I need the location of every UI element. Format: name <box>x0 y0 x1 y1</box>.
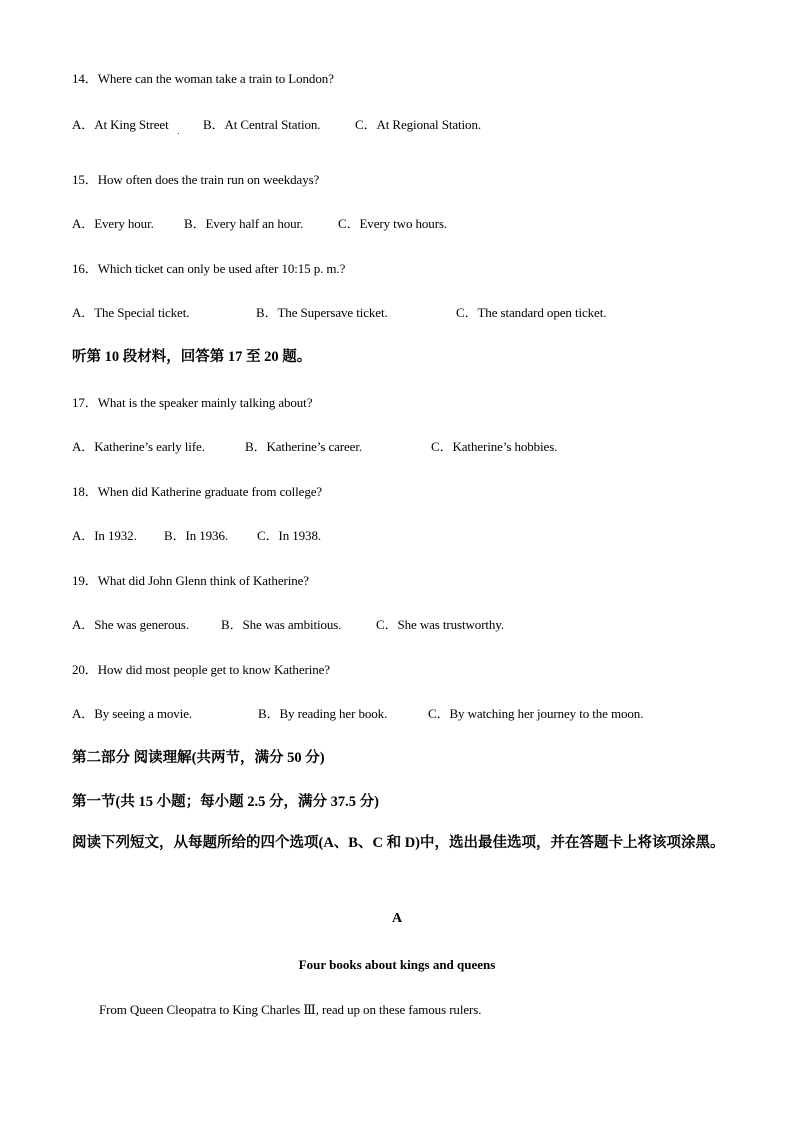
question-16-option-c: C．The standard open ticket. <box>456 305 607 320</box>
section-10-heading: 听第 10 段材料，回答第 17 至 20 题。 <box>72 349 312 365</box>
section-1-heading: 第一节(共 15 小题；每小题 2.5 分，满分 37.5 分) <box>72 794 379 810</box>
question-19-option-a: A．She was generous. <box>72 617 189 632</box>
passage-title: Four books about kings and queens <box>298 957 496 972</box>
part-2-heading: 第二部分 阅读理解(共两节，满分 50 分) <box>72 750 325 766</box>
question-20-option-a: A．By seeing a movie. <box>72 706 193 721</box>
question-15-option-c: C．Every two hours. <box>338 216 448 231</box>
question-14-option-c: C．At Regional Station. <box>355 117 481 132</box>
question-17-option-c: C．Katherine’s hobbies. <box>431 439 558 454</box>
question-17-stem: 17．What is the speaker mainly talking about? <box>72 395 313 410</box>
question-16-option-a: A．The Special ticket. <box>72 305 190 320</box>
question-14-option-a: A．At King Street <box>72 117 169 132</box>
question-15-option-a: A．Every hour. <box>72 216 154 231</box>
passage-intro: From Queen Cleopatra to King Charles Ⅲ, read up on these famous rulers. <box>99 1002 482 1017</box>
question-19-option-b: B．She was ambitious. <box>221 617 342 632</box>
question-14-option-b: B．At Central Station. <box>203 117 321 132</box>
question-16-option-b: B．The Supersave ticket. <box>256 305 388 320</box>
question-15-option-b: B．Every half an hour. <box>184 216 304 231</box>
question-17-option-a: A．Katherine’s early life. <box>72 439 205 454</box>
question-18-stem: 18．When did Katherine graduate from college? <box>72 484 323 499</box>
question-14-stem: 14．Where can the woman take a train to London? <box>72 71 334 86</box>
question-17-option-b: B．Katherine’s career. <box>245 439 363 454</box>
question-20-option-b: B．By reading her book. <box>258 706 388 721</box>
passage-label: A <box>391 911 403 926</box>
question-18-option-b: B．In 1936. <box>164 528 229 543</box>
question-18-option-c: C．In 1938. <box>257 528 322 543</box>
question-19-stem: 19．What did John Glenn think of Katherine? <box>72 573 309 588</box>
reading-instructions: 阅读下列短文，从每题所给的四个选项(A、B、C 和 D)中，选出最佳选项，并在答题卡上将该项涂黑。 <box>72 835 725 851</box>
question-20-stem: 20．How did most people get to know Katherine? <box>72 662 330 677</box>
question-19-option-c: C．She was trustworthy. <box>376 617 505 632</box>
question-18-option-a: A．In 1932. <box>72 528 137 543</box>
question-16-stem: 16．Which ticket can only be used after 10:15 p. m.? <box>72 261 346 276</box>
question-15-stem: 15．How often does the train run on weekdays? <box>72 172 320 187</box>
stray-dot <box>178 133 179 134</box>
question-20-option-c: C．By watching her journey to the moon. <box>428 706 644 721</box>
